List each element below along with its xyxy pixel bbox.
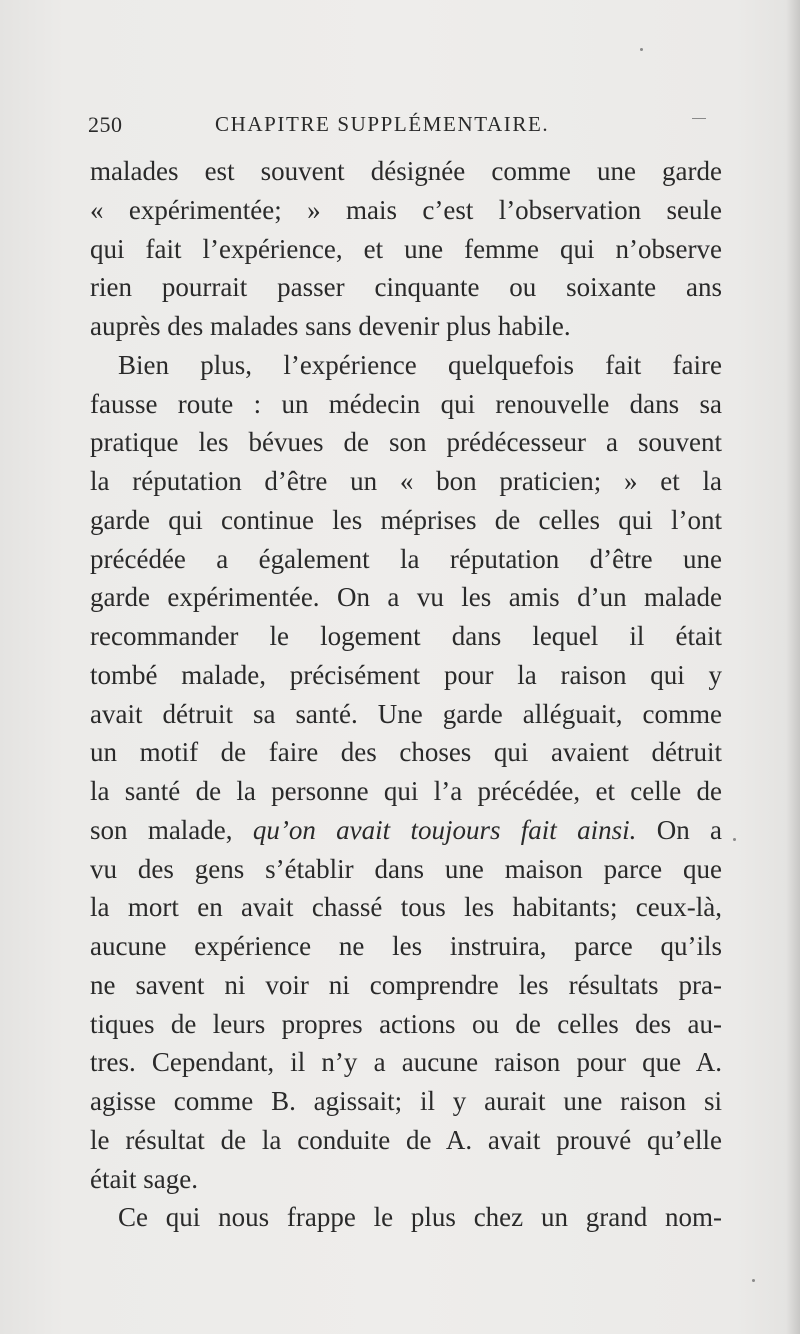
text-line: « expérimentée; » mais c’est l’observation seule xyxy=(90,194,722,225)
text-line: garde expérimentée. On a vu les amis d’un malade xyxy=(90,582,722,613)
text-line: aucune expérience ne les instruira, parce qu’ils xyxy=(90,931,722,961)
text-line: malades est souvent désignée comme une garde xyxy=(90,156,722,186)
text-line: précédée a également la réputation d’être une xyxy=(90,543,722,574)
page-header xyxy=(88,112,718,142)
paper-speck xyxy=(692,118,706,119)
running-head: CHAPITRE SUPPLÉMENTAIRE. xyxy=(215,112,550,136)
page-edge-shadow xyxy=(786,0,800,1334)
text-line: tres. Cependant, il n’y a aucune raison pour que A. xyxy=(90,1047,722,1078)
paper-speck xyxy=(640,48,643,51)
text-line: recommander le logement dans lequel il était xyxy=(90,621,722,651)
text-segment: son malade, xyxy=(90,814,253,845)
page-number: 250 xyxy=(88,112,123,137)
text-line: fausse route : un médecin qui renouvelle dans sa xyxy=(90,388,722,419)
italic-phrase: qu’on avait toujours fait ainsi. xyxy=(252,814,637,845)
text-line: rien pourrait passer cinquante ou soixante ans xyxy=(90,272,722,303)
text-line: le résultat de la conduite de A. avait prouvé qu’elle xyxy=(90,1124,722,1155)
text-line: la mort en avait chassé tous les habitants; ceux-là, xyxy=(90,892,722,923)
paper-speck xyxy=(752,1279,755,1282)
text-line: ne savent ni voir ni comprendre les résultats pra- xyxy=(90,969,722,1000)
text-line: qui fait l’expérience, et une femme qui n’observe xyxy=(90,233,722,264)
text-line: tombé malade, précisément pour la raison qui y xyxy=(90,659,722,690)
text-line: auprès des malades sans devenir plus habile. xyxy=(90,311,571,341)
text-line-italic-quote xyxy=(90,811,722,850)
text-segment: On a xyxy=(636,814,723,845)
text-line: garde qui continue les méprises de celles qui l’ont xyxy=(90,504,722,535)
text-line: agisse comme B. agissait; il y aurait une raison si xyxy=(90,1086,722,1116)
text-line: tiques de leurs propres actions ou de celles des au- xyxy=(90,1008,722,1039)
text-line: un motif de faire des choses qui avaient détruit xyxy=(90,737,722,768)
body-text xyxy=(90,152,722,1237)
text-line: pratique les bévues de son prédécesseur a souvent xyxy=(90,427,722,458)
text-line-paragraph-start: Ce qui nous frappe le plus chez un grand nom- xyxy=(118,1202,722,1233)
text-line: la réputation d’être un « bon praticien; » et la xyxy=(90,466,722,496)
text-line: vu des gens s’établir dans une maison parce que xyxy=(90,853,722,884)
text-line: la santé de la personne qui l’a précédée, et celle de xyxy=(90,776,722,806)
text-line: était sage. xyxy=(90,1163,198,1194)
text-line: avait détruit sa santé. Une garde alléguait, comme xyxy=(90,698,722,729)
paper-speck xyxy=(733,838,736,841)
text-line-paragraph-start: Bien plus, l’expérience quelquefois fait faire xyxy=(118,349,722,380)
